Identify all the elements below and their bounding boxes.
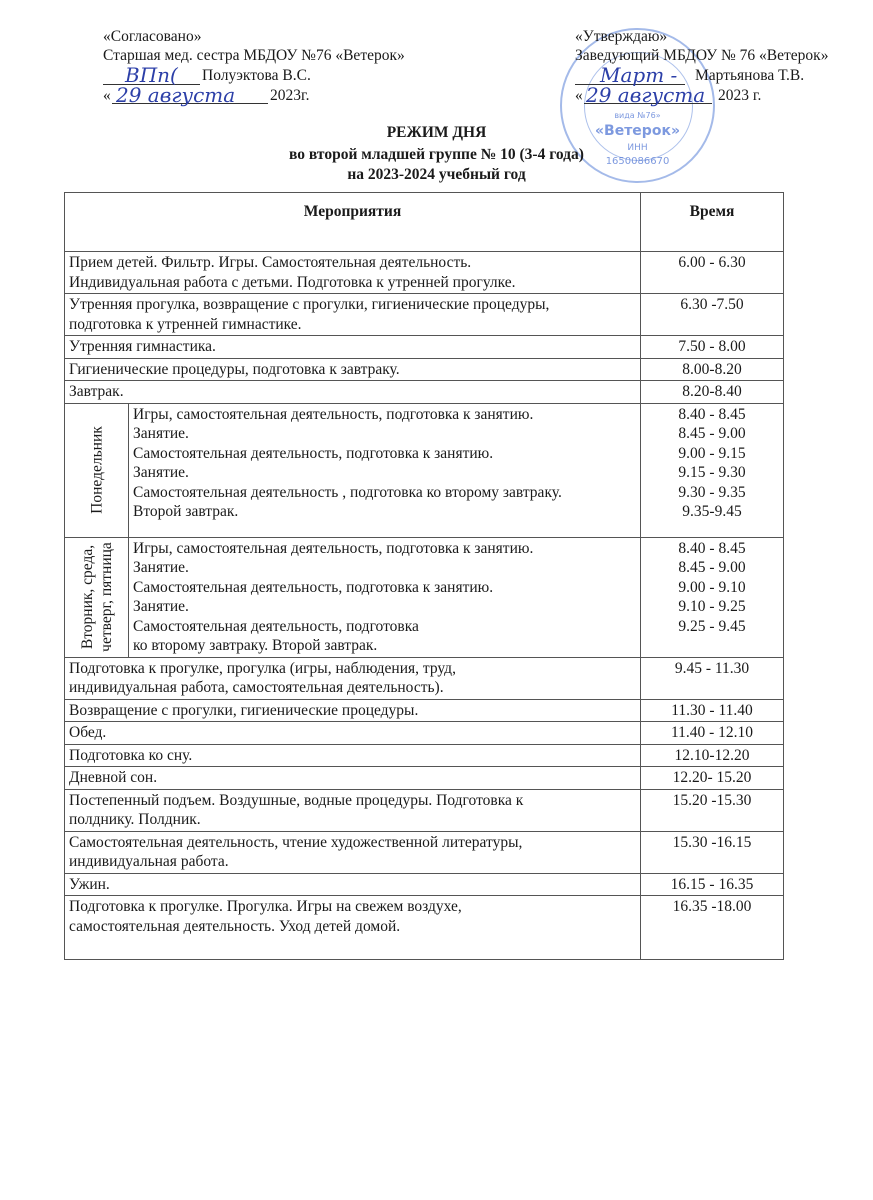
table-row bbox=[65, 896, 784, 960]
activity-cell: Подготовка к прогулке. Прогулка. Игры на свежем воздухе, самостоятельная деятельность. Уход детей домой. bbox=[65, 896, 641, 960]
handwritten-signature-left: ВПп( bbox=[125, 63, 178, 87]
document-subtitle: во второй младшей группе № 10 (3-4 года) bbox=[289, 146, 584, 163]
approval-right-year: 2023 г. bbox=[718, 87, 762, 104]
time-cell: 11.30 - 11.40 bbox=[641, 699, 784, 722]
stamp-text: «Ветерок» bbox=[594, 123, 680, 139]
activity-cell: Игры, самостоятельная деятельность, подготовка к занятию. Занятие. Самостоятельная деятельность, подготовка к занятию. Занятие. Самостоятельная деятельность , подготовка ко второму завтраку. Второй завтрак. bbox=[129, 403, 641, 537]
table-row bbox=[65, 336, 784, 359]
time-cell: 8.00-8.20 bbox=[641, 358, 784, 381]
time-cell: 11.40 - 12.10 bbox=[641, 722, 784, 745]
time-cell: 16.15 - 16.35 bbox=[641, 873, 784, 896]
document-title: РЕЖИМ ДНЯ bbox=[386, 124, 487, 141]
approval-left-name: Полуэктова В.С. bbox=[202, 67, 311, 84]
approval-left-date-open: « bbox=[103, 87, 111, 104]
table-row bbox=[65, 381, 784, 404]
approval-left-position: Старшая мед. сестра МБДОУ №76 «Ветерок» bbox=[103, 47, 405, 64]
approval-right-heading: «Утверждаю» bbox=[575, 28, 668, 45]
activity-cell: Постепенный подъем. Воздушные, водные процедуры. Подготовка к полднику. Полдник. bbox=[65, 789, 641, 831]
day-label-cell bbox=[65, 537, 129, 657]
activity-cell: Дневной сон. bbox=[65, 767, 641, 790]
activity-cell: Завтрак. bbox=[65, 381, 641, 404]
activity-cell: Утренняя гимнастика. bbox=[65, 336, 641, 359]
time-cell: 9.45 - 11.30 bbox=[641, 657, 784, 699]
table-row bbox=[65, 789, 784, 831]
time-cell: 6.00 - 6.30 bbox=[641, 252, 784, 294]
tue-fri-row bbox=[65, 537, 784, 657]
activity-cell: Ужин. bbox=[65, 873, 641, 896]
handwritten-date-left: 29 августа bbox=[116, 83, 236, 107]
stamp-text: вида №76» bbox=[614, 111, 661, 120]
activity-cell: Утренняя прогулка, возвращение с прогулки, гигиенические процедуры, подготовка к утренней гимнастике. bbox=[65, 294, 641, 336]
time-cell: 16.35 -18.00 bbox=[641, 896, 784, 960]
time-cell: 15.20 -15.30 bbox=[641, 789, 784, 831]
table-row bbox=[65, 744, 784, 767]
approval-left-heading: «Согласовано» bbox=[103, 28, 202, 45]
table-header-row bbox=[65, 193, 784, 252]
activity-cell: Гигиенические процедуры, подготовка к завтраку. bbox=[65, 358, 641, 381]
handwritten-signature-right: Март - bbox=[600, 63, 678, 87]
approval-right-position: Заведующий МБДОУ № 76 «Ветерок» bbox=[575, 47, 829, 64]
daily-schedule-table bbox=[64, 192, 784, 960]
time-cell: 12.10-12.20 bbox=[641, 744, 784, 767]
activity-cell: Прием детей. Фильтр. Игры. Самостоятельная деятельность. Индивидуальная работа с детьми. Подготовка к утренней прогулке. bbox=[65, 252, 641, 294]
approval-left-year: 2023г. bbox=[270, 87, 310, 104]
table-row bbox=[65, 722, 784, 745]
day-label-tue-fri: Вторник, среда, четверг, пятница bbox=[78, 542, 115, 652]
table-row bbox=[65, 294, 784, 336]
activity-cell: Возвращение с прогулки, гигиенические процедуры. bbox=[65, 699, 641, 722]
monday-row bbox=[65, 403, 784, 537]
time-cell: 7.50 - 8.00 bbox=[641, 336, 784, 359]
time-cell: 12.20- 15.20 bbox=[641, 767, 784, 790]
table-row bbox=[65, 252, 784, 294]
table-row bbox=[65, 873, 784, 896]
stamp-text: ИНН bbox=[627, 143, 648, 153]
activity-cell: Игры, самостоятельная деятельность, подготовка к занятию. Занятие. Самостоятельная деятельность, подготовка к занятию. Занятие. Самостоятельная деятельность, подготовка ко второму завтраку. Второй завтрак. bbox=[129, 537, 641, 657]
stamp-text: 1650086670 bbox=[605, 156, 670, 167]
handwritten-date-right: 29 августа bbox=[586, 83, 706, 107]
document-year: на 2023-2024 учебный год bbox=[347, 166, 526, 183]
day-label-monday: Понедельник bbox=[88, 426, 105, 514]
table-row bbox=[65, 657, 784, 699]
time-cell: 8.40 - 8.45 8.45 - 9.00 9.00 - 9.10 9.10 - 9.25 9.25 - 9.45 bbox=[641, 537, 784, 657]
activity-cell: Подготовка к прогулке, прогулка (игры, наблюдения, труд, индивидуальная работа, самостоятельная деятельность). bbox=[65, 657, 641, 699]
activity-cell: Подготовка ко сну. bbox=[65, 744, 641, 767]
activity-cell: Самостоятельная деятельность, чтение художественной литературы, индивидуальная работа. bbox=[65, 831, 641, 873]
table-row bbox=[65, 358, 784, 381]
activity-cell: Обед. bbox=[65, 722, 641, 745]
day-label-cell bbox=[65, 403, 129, 537]
header-activity: Мероприятия bbox=[65, 193, 641, 252]
time-cell: 6.30 -7.50 bbox=[641, 294, 784, 336]
table-row bbox=[65, 767, 784, 790]
header-time: Время bbox=[641, 193, 784, 252]
time-cell: 15.30 -16.15 bbox=[641, 831, 784, 873]
approval-right-name: Мартьянова Т.В. bbox=[695, 67, 805, 84]
table-row bbox=[65, 699, 784, 722]
time-cell: 8.20-8.40 bbox=[641, 381, 784, 404]
time-cell: 8.40 - 8.45 8.45 - 9.00 9.00 - 9.15 9.15 - 9.30 9.30 - 9.35 9.35-9.45 bbox=[641, 403, 784, 537]
table-row bbox=[65, 831, 784, 873]
approval-right-date-open: « bbox=[575, 87, 583, 104]
